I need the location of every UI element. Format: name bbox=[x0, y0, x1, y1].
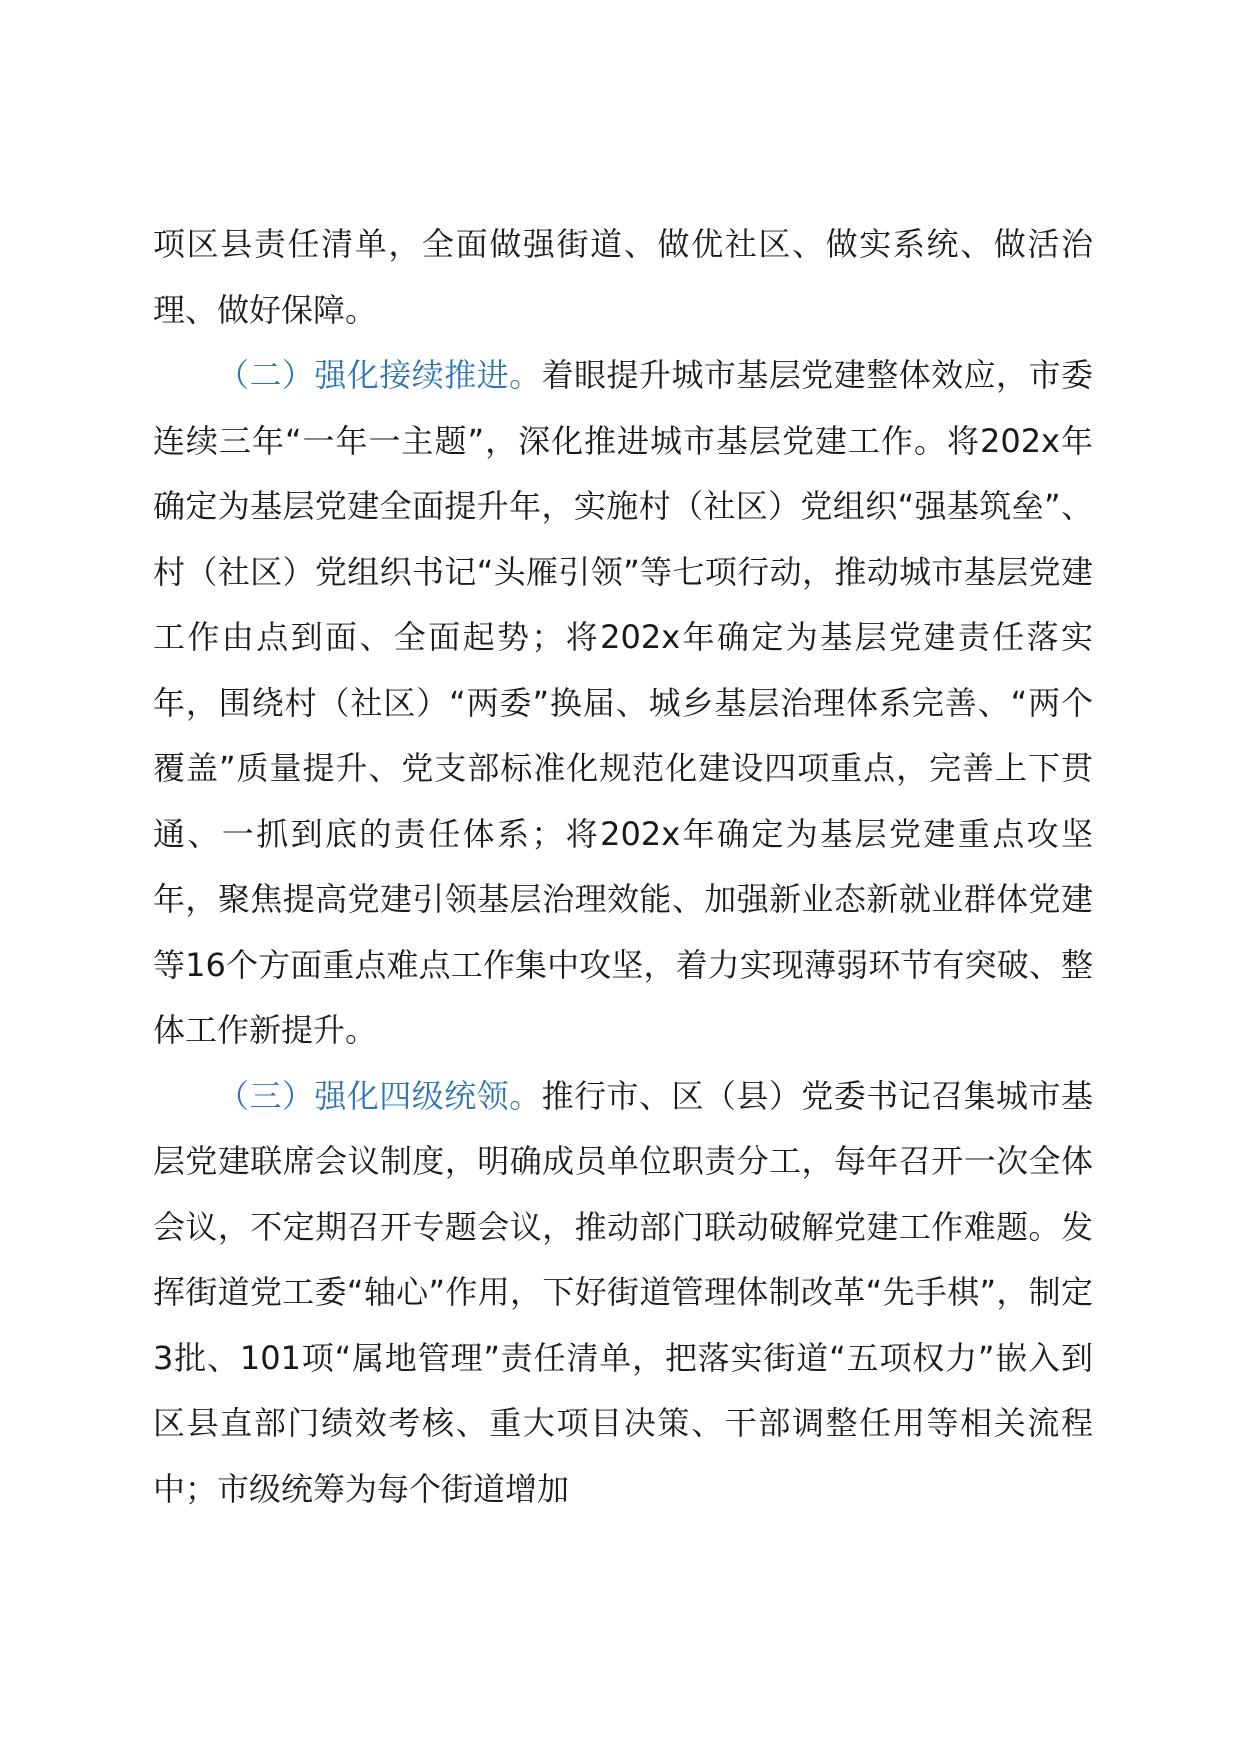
paragraph-section-2 bbox=[153, 343, 1093, 1064]
paragraph-continuation bbox=[153, 212, 1093, 343]
section-heading: （三）强化四级统领。 bbox=[217, 1076, 542, 1115]
paragraph-text: 项区县责任清单，全面做强街道、做优社区、做实系统、做活治理、做好保障。 bbox=[153, 225, 1093, 329]
paragraph-section-3 bbox=[153, 1064, 1093, 1523]
section-heading: （二）强化接续推进。 bbox=[217, 356, 542, 394]
document-body bbox=[153, 212, 1093, 1522]
paragraph-text: 着眼提升城市基层党建整体效应，市委连续三年“一年一主题”，深化推进城市基层党建工作。将202x年确定为基层党建全面提升年，实施村（社区）党组织“强基筑垒”、村（社区）党组织书记“头雁引领”等七项行动，推动城市基层党建工作由点到面、全面起势；将202x年确定为基层党建责任落实年，围绕村（社区）“两委”换届、城乡基层治理体系完善、“两个覆盖”质量提升、党支部标准化规范化建设四项重点，完善上下贯通、一抓到底的责任体系；将202x年确定为基层党建重点攻坚年，聚焦提高党建引领基层治理效能、加强新业态新就业群体党建等16个方面重点难点工作集中攻坚，着力实现薄弱环节有突破、整体工作新提升。 bbox=[153, 356, 1093, 1049]
paragraph-text: 推行市、区（县）党委书记召集城市基层党建联席会议制度，明确成员单位职责分工，每年召开一次全体会议，不定期召开专题会议，推动部门联动破解党建工作难题。发挥街道党工委“轴心”作用，下好街道管理体制改革“先手棋”，制定3批、101项“属地管理”责任清单，把落实街道“五项权力”嵌入到区县直部门绩效考核、重大项目决策、干部调整任用等相关流程中；市级统筹为每个街道增加 bbox=[153, 1076, 1093, 1508]
